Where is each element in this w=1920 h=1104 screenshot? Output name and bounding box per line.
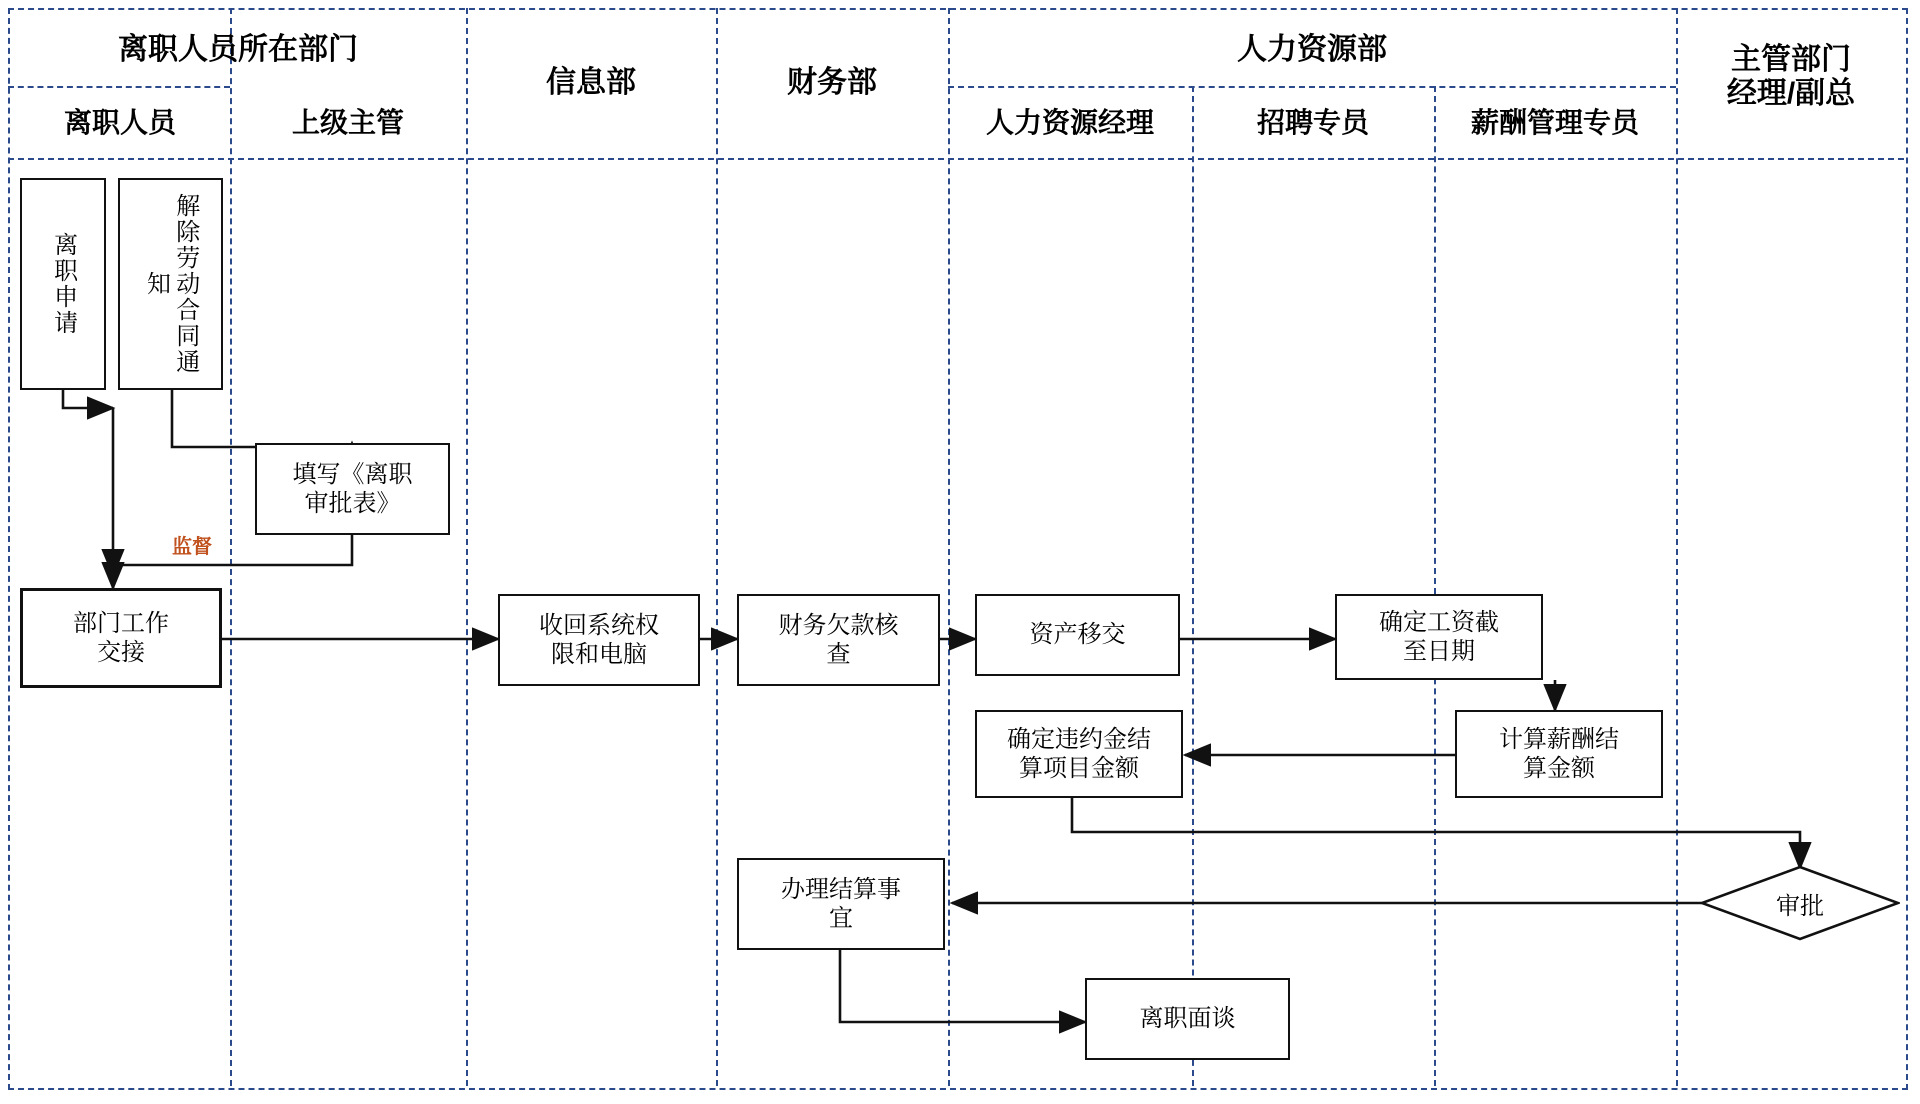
sub-header-recruiter: 招聘专员 — [1256, 106, 1369, 138]
group-header-info: 信息部 — [546, 65, 636, 99]
group-header-finance: 财务部 — [787, 65, 877, 99]
node-approval-decision-label: 审批 — [1776, 892, 1824, 920]
sub-header-supervisor: 上级主管 — [291, 106, 404, 138]
node-resignation-application[interactable]: 离职申请 — [20, 178, 106, 390]
node-determine-penalty-amount[interactable]: 确定违约金结 算项目金额 — [975, 710, 1183, 798]
node-approval-decision[interactable] — [1700, 865, 1900, 941]
group-header-exec-line1: 主管部门 — [1731, 42, 1851, 76]
sub-header-leaver: 离职人员 — [63, 106, 176, 138]
node-process-settlement[interactable]: 办理结算事 宜 — [737, 858, 945, 950]
sub-header-payroll: 薪酬管理专员 — [1470, 106, 1639, 138]
node-asset-transfer[interactable]: 资产移交 — [975, 594, 1180, 676]
annotation-supervision: 监督 — [172, 536, 212, 558]
node-revoke-system-access[interactable]: 收回系统权 限和电脑 — [498, 594, 700, 686]
node-calculate-settlement-amount[interactable]: 计算薪酬结 算金额 — [1455, 710, 1663, 798]
sub-header-hr-manager: 人力资源经理 — [985, 106, 1154, 138]
node-department-handover[interactable]: 部门工作 交接 — [20, 588, 222, 688]
group-header-hr: 人力资源部 — [1237, 32, 1387, 66]
group-header-exec-line2: 经理/副总 — [1726, 77, 1856, 110]
group-header-dept: 离职人员所在部门 — [118, 32, 358, 66]
node-finance-debt-check[interactable]: 财务欠款核 查 — [737, 594, 940, 686]
node-exit-interview[interactable]: 离职面谈 — [1085, 978, 1290, 1060]
node-termination-notice[interactable]: 解除劳动合同通知 — [118, 178, 223, 390]
node-determine-salary-cutoff[interactable]: 确定工资截 至日期 — [1335, 594, 1543, 680]
node-fill-approval-form[interactable]: 填写《离职 审批表》 — [255, 443, 450, 535]
